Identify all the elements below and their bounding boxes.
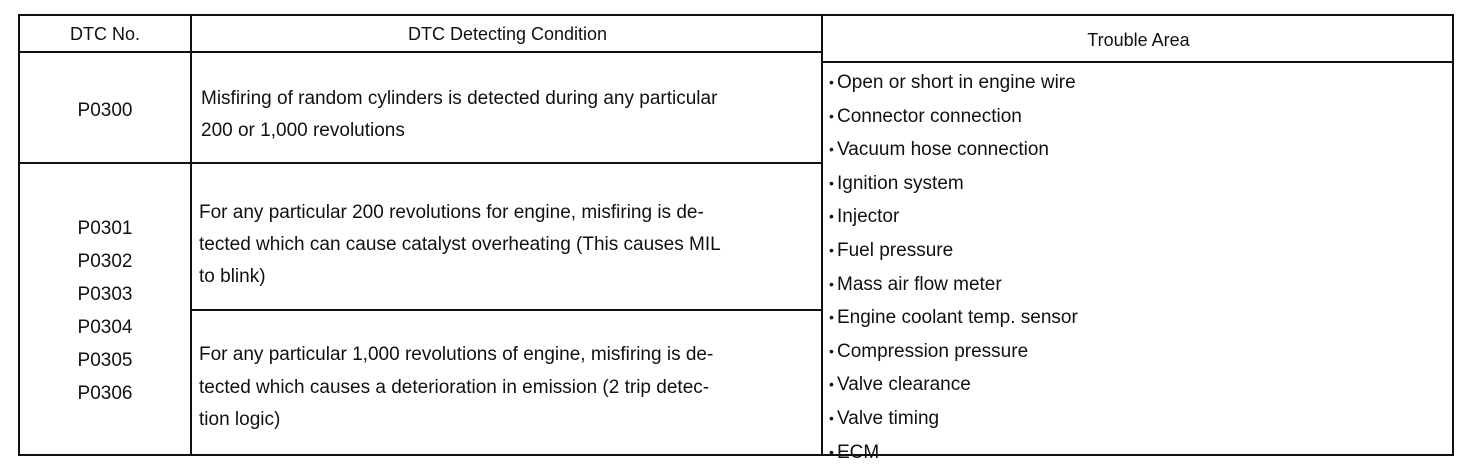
- bullet-icon: •: [829, 275, 834, 292]
- condition-200-revolutions-line-1: For any particular 200 revolutions for engine, misfiring is de-: [199, 202, 704, 223]
- row-divider-1: [18, 162, 823, 164]
- trouble-area-item: • Connector connection: [829, 100, 1078, 134]
- bullet-icon: •: [829, 376, 834, 393]
- condition-1000-revolutions-line-3: tion logic): [199, 409, 281, 430]
- bullet-icon: •: [829, 443, 834, 460]
- bullet-icon: •: [829, 409, 834, 426]
- bullet-icon: •: [829, 241, 834, 258]
- trouble-area-item: • Injector: [829, 200, 1078, 234]
- dtc-code-p0306: P0306: [77, 383, 133, 404]
- condition-1000-revolutions-line-1: For any particular 1,000 revolutions of engine, misfiring is de-: [199, 344, 714, 365]
- condition-200-revolutions-line-3: to blink): [199, 266, 266, 287]
- table-border-top: [18, 14, 1454, 16]
- trouble-area-item: • Mass air flow meter: [829, 268, 1078, 302]
- dtc-code-p0305: P0305: [77, 350, 133, 371]
- dtc-code-p0301: P0301: [77, 218, 133, 239]
- trouble-area-item: • Engine coolant temp. sensor: [829, 301, 1078, 335]
- trouble-area-list: [829, 66, 1078, 469]
- bullet-icon: •: [829, 208, 834, 225]
- table-border-bottom: [18, 454, 1454, 456]
- table-border-right: [1452, 14, 1454, 456]
- bullet-icon: •: [829, 141, 834, 158]
- trouble-area-item: • Vacuum hose connection: [829, 133, 1078, 167]
- dtc-code-p0303: P0303: [77, 284, 133, 305]
- header-divider-right: [821, 61, 1454, 63]
- condition-1000-revolutions-line-2: tected which causes a deterioration in emission (2 trip detec-: [199, 377, 710, 398]
- bullet-icon: •: [829, 74, 834, 90]
- header-trouble-area: Trouble Area: [1087, 30, 1190, 50]
- condition-p0300-line-1: Misfiring of random cylinders is detected during any particular: [201, 88, 718, 109]
- trouble-area-item: • Compression pressure: [829, 335, 1078, 369]
- trouble-area-item: • ECM: [829, 436, 1078, 470]
- column-divider-2: [821, 14, 823, 456]
- bullet-icon: •: [829, 174, 834, 191]
- trouble-area-item: • Valve timing: [829, 402, 1078, 436]
- trouble-area-item: • Ignition system: [829, 167, 1078, 201]
- bullet-icon: •: [829, 342, 834, 359]
- trouble-area-item: • Open or short in engine wire: [829, 66, 1078, 100]
- header-detecting-condition: DTC Detecting Condition: [407, 24, 608, 44]
- bullet-icon: •: [829, 107, 834, 124]
- row-divider-2: [190, 309, 823, 311]
- dtc-code-p0302: P0302: [77, 251, 133, 272]
- header-dtc-no: DTC No.: [69, 24, 140, 44]
- condition-200-revolutions-line-2: tected which can cause catalyst overheating (This causes MIL: [199, 234, 721, 255]
- condition-p0300-line-2: 200 or 1,000 revolutions: [201, 120, 405, 141]
- dtc-code-p0304: P0304: [77, 317, 133, 338]
- dtc-code-list: [18, 212, 192, 410]
- dtc-table: [18, 14, 1454, 456]
- bullet-icon: •: [829, 309, 834, 326]
- trouble-area-item: • Valve clearance: [829, 368, 1078, 402]
- trouble-area-item: • Fuel pressure: [829, 234, 1078, 268]
- dtc-code-p0300: P0300: [77, 100, 133, 121]
- header-divider-left: [18, 51, 823, 53]
